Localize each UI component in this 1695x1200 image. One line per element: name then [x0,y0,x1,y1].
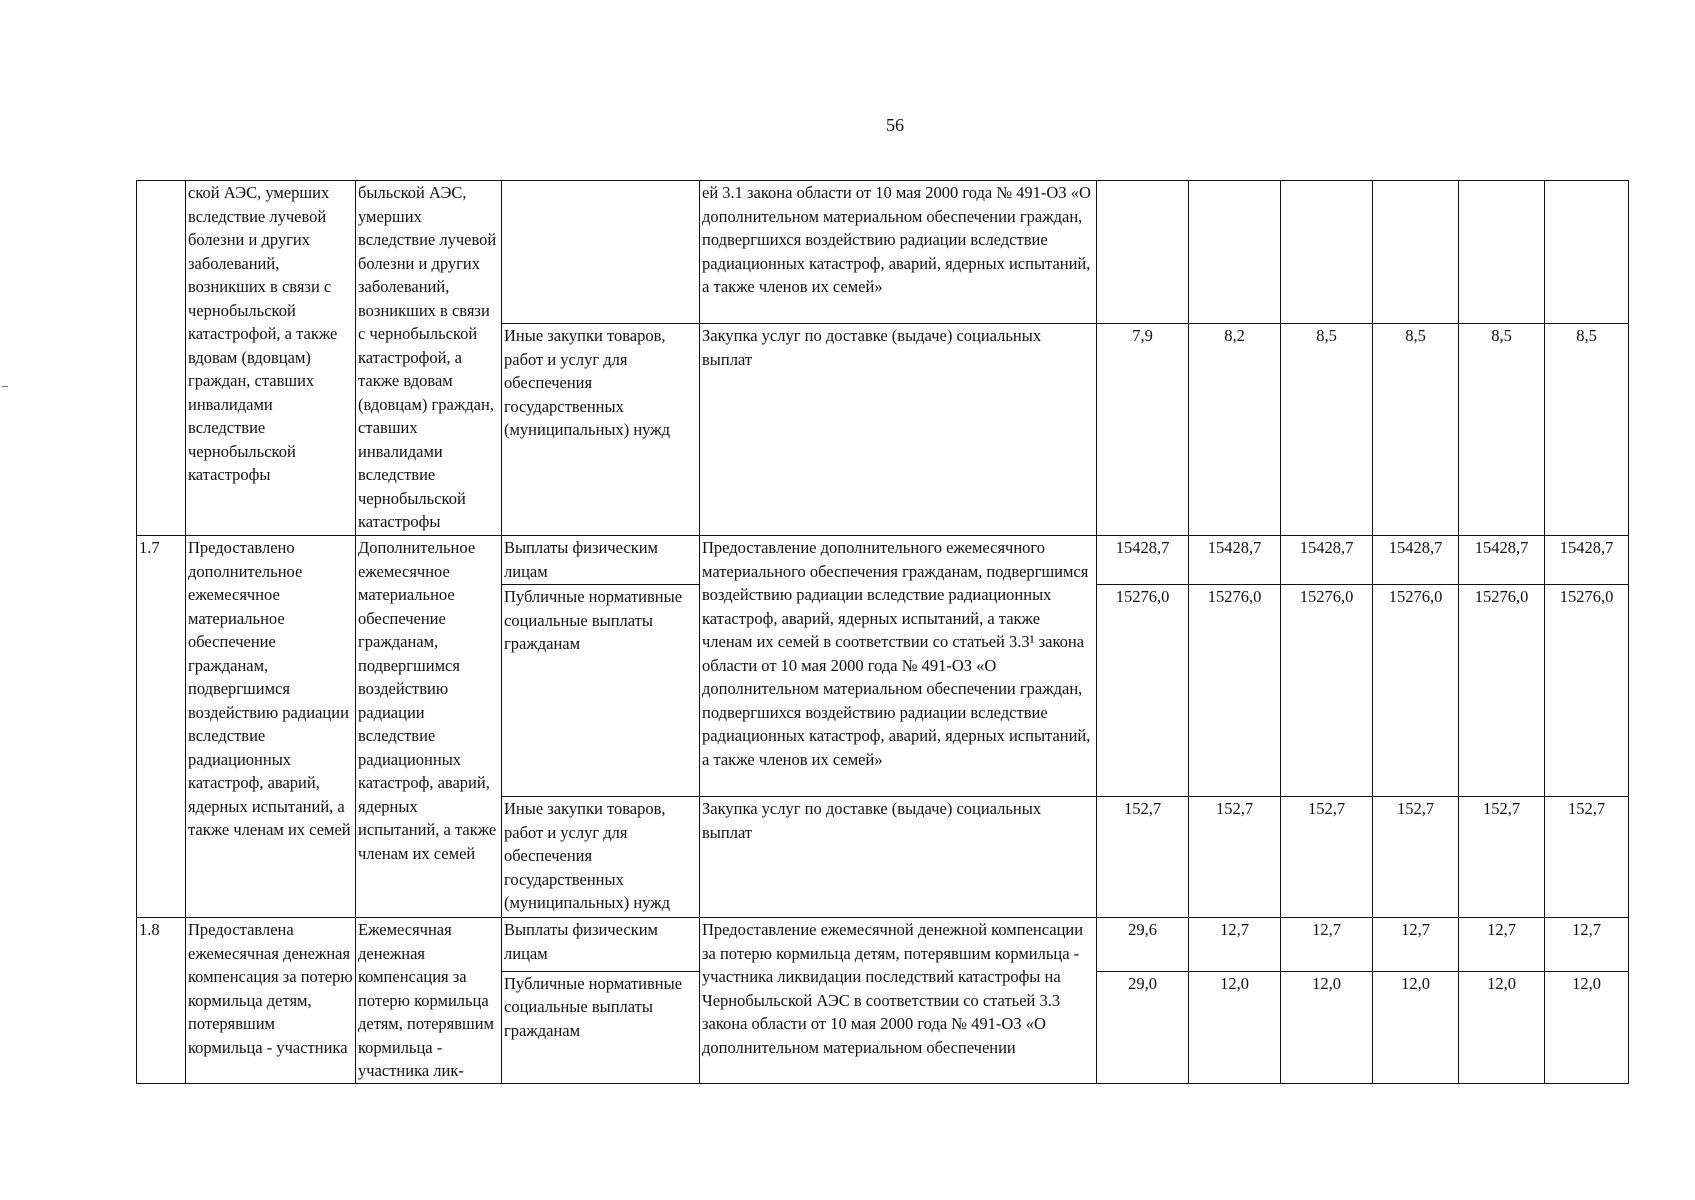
expense-type-cell: Выплаты физическим лицам [502,918,700,972]
value-cell: 12,7 [1373,918,1459,972]
value-cell: 12,7 [1545,918,1629,972]
value-cell: 8,5 [1281,324,1373,536]
value-cell [1097,181,1189,324]
value-cell: 152,7 [1545,797,1629,918]
value-cell: 29,6 [1097,918,1189,972]
expense-type-cell: Публичные нормативные социальные выплаты гражданам [502,971,700,1083]
table-row [137,918,1629,972]
value-cell: 12,0 [1281,971,1373,1083]
table-row [137,181,1629,324]
expense-type-cell [502,181,700,324]
row-index-cell: 1.7 [137,536,186,918]
description-cell: Предоставление ежемесячной денежной компенсации за потерю кормильца детям, потерявшим кормильца - участника ликвидации последствий катастрофы на Чернобыльской АЭС в соответствии со статьей 3.3 закона области от 10 мая 2000 года № 491-ОЗ «О дополнительном материальном обеспечении [700,918,1097,1084]
value-cell: 15428,7 [1373,536,1459,585]
value-cell: 15276,0 [1459,585,1545,797]
value-cell: 12,0 [1189,971,1281,1083]
value-cell [1281,181,1373,324]
result-cell: Предоставлена ежемесячная денежная компенсация за потерю кормильца детям, потерявшим кормильца - участника [186,918,356,1084]
description-cell: Закупка услуг по доставке (выдаче) социальных выплат [700,797,1097,918]
value-cell: 15276,0 [1373,585,1459,797]
value-cell [1373,181,1459,324]
event-cell: Дополнительное ежемесячное материальное обеспечение гражданам, подвергшимся воздействию радиации вследствие радиационных катастроф, аварий, ядерных испытаний, а также членам их семей [356,536,502,918]
value-cell: 15428,7 [1459,536,1545,585]
event-cell: быльской АЭС, умерших вследствие лучевой болезни и других заболеваний, возникших в связи с чернобыльской катастрофой, а также вдовам (вдовцам) граждан, ставших инвалидами вследствие чернобыльской катастрофы [356,181,502,536]
result-cell: Предоставлено дополнительное ежемесячное материальное обеспечение гражданам, подвергшимся воздействию радиации вследствие радиационных катастроф, аварий, ядерных испытаний, а также членам их семей [186,536,356,918]
value-cell: 8,5 [1373,324,1459,536]
value-cell: 152,7 [1189,797,1281,918]
result-cell: ской АЭС, умерших вследствие лучевой болезни и других заболеваний, возникших в связи с чернобыльской катастрофой, а также вдовам (вдовцам) граждан, ставших инвалидами вследствие чернобыльской катастрофы [186,181,356,536]
value-cell: 12,7 [1281,918,1373,972]
value-cell: 8,5 [1459,324,1545,536]
value-cell: 152,7 [1373,797,1459,918]
value-cell: 152,7 [1097,797,1189,918]
description-cell: Закупка услуг по доставке (выдаче) социальных выплат [700,324,1097,536]
expense-type-cell: Публичные нормативные социальные выплаты гражданам [502,585,700,797]
scan-speck [2,386,8,387]
value-cell: 12,0 [1545,971,1629,1083]
event-cell: Ежемесячная денежная компенсация за потерю кормильца детям, потерявшим кормильца - участника лик- [356,918,502,1084]
value-cell: 15276,0 [1545,585,1629,797]
value-cell: 12,0 [1373,971,1459,1083]
value-cell: 152,7 [1281,797,1373,918]
value-cell: 12,0 [1459,971,1545,1083]
value-cell: 12,7 [1189,918,1281,972]
description-cell: ей 3.1 закона области от 10 мая 2000 года № 491-ОЗ «О дополнительном материальном обеспечении граждан, подвергшихся воздействию радиации вследствие радиационных катастроф, аварий, ядерных испытаний, а также членов их семей» [700,181,1097,324]
value-cell [1545,181,1629,324]
value-cell: 15276,0 [1281,585,1373,797]
value-cell: 8,2 [1189,324,1281,536]
value-cell: 15276,0 [1097,585,1189,797]
value-cell: 15276,0 [1189,585,1281,797]
description-cell: Предоставление дополнительного ежемесячного материального обеспечения гражданам, подвергшимся воздействию радиации вследствие радиационных катастроф, аварий, ядерных испытаний, а также членам их семей в соответствии со статьей 3.3¹ закона области от 10 мая 2000 года № 491-ОЗ «О дополнительном материальном обеспечении граждан, подвергшихся воздействию радиации вследствие радиационных катастроф, аварий, ядерных испытаний, а также членов их семей» [700,536,1097,797]
table-row [137,536,1629,585]
value-cell: 15428,7 [1545,536,1629,585]
expense-type-cell: Иные закупки товаров, работ и услуг для обеспечения государственных (муниципальных) нужд [502,797,700,918]
row-index-cell: 1.8 [137,918,186,1084]
value-cell: 15428,7 [1189,536,1281,585]
value-cell: 15428,7 [1281,536,1373,585]
value-cell: 152,7 [1459,797,1545,918]
value-cell: 29,0 [1097,971,1189,1083]
row-index-cell [137,181,186,536]
value-cell: 7,9 [1097,324,1189,536]
value-cell [1459,181,1545,324]
budget-table [136,180,1629,1084]
expense-type-cell: Выплаты физическим лицам [502,536,700,585]
expense-type-cell: Иные закупки товаров, работ и услуг для обеспечения государственных (муниципальных) нужд [502,324,700,536]
value-cell: 8,5 [1545,324,1629,536]
value-cell: 15428,7 [1097,536,1189,585]
value-cell [1189,181,1281,324]
value-cell: 12,7 [1459,918,1545,972]
page-number: 56 [886,115,904,135]
